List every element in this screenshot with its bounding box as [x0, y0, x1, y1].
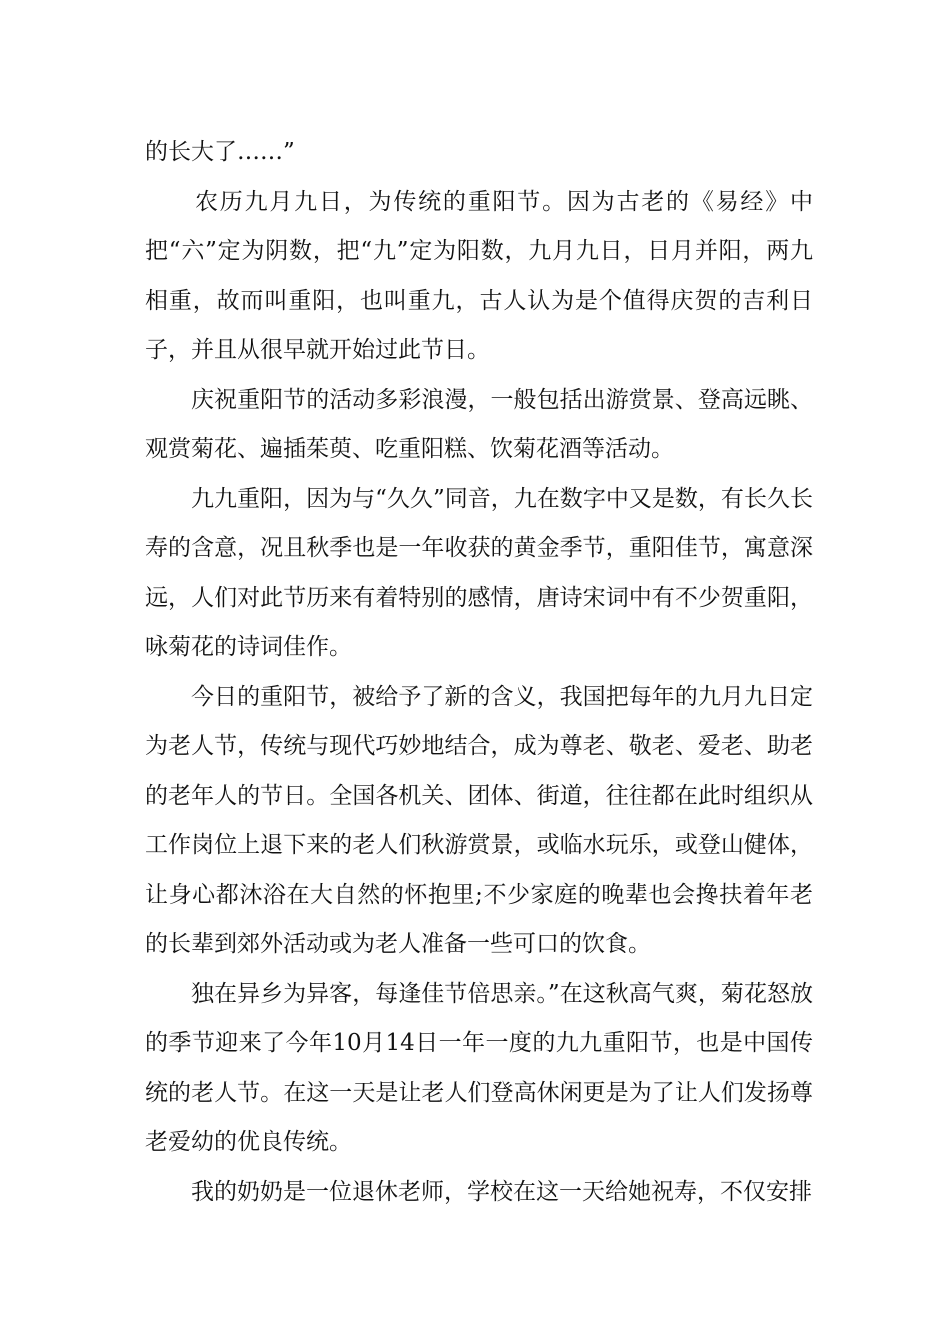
paragraph-activities: 庆祝重阳节的活动多彩浪漫，一般包括出游赏景、登高远眺、观赏菊花、遍插茱萸、吃重阳糕、饮菊花酒等活动。 — [145, 386, 813, 462]
paragraph-grandma: 我的奶奶是一位退休老师，学校在这一天给她祝寿，不仅安排 — [191, 1178, 812, 1205]
paragraph-meaning: 九九重阳，因为与“久久”同音，九在数字中又是数，有长久长寿的含意，况且秋季也是一年收获的黄金季节，重阳佳节，寓意深远，人们对此节历来有着特别的感情，唐诗宋词中有不少贺重阳，咏菊花的诗词佳作。 — [145, 485, 813, 660]
paragraph-origin: 农历九月九日，为传统的重阳节。因为古老的《易经》中把“六”定为阴数，把“九”定为阳数，九月九日，日月并阳，两九相重，故而叫重阳，也叫重九，古人认为是个值得庆贺的吉利日子，并且从很早就开始过此节日。 — [145, 188, 813, 363]
paragraph-continuation: 的长大了……” — [145, 139, 295, 165]
document-body — [145, 128, 813, 1217]
paragraph-poem: 独在异乡为异客，每逢佳节倍思亲。”在这秋高气爽，菊花怒放的季节迎来了今年10月14日一年一度的九九重阳节，也是中国传统的老人节。在这一天是让老人们登高休闲更是为了让人们发扬尊老爱幼的优良传统。 — [145, 980, 813, 1155]
paragraph-modern: 今日的重阳节，被给予了新的含义，我国把每年的九月九日定为老人节，传统与现代巧妙地结合，成为尊老、敬老、爱老、助老的老年人的节日。全国各机关、团体、街道，往往都在此时组织从工作岗位上退下来的老人们秋游赏景，或临水玩乐，或登山健体，让身心都沐浴在大自然的怀抱里;不少家庭的晚辈也会搀扶着年老的长辈到郊外活动或为老人准备一些可口的饮食。 — [145, 683, 813, 957]
